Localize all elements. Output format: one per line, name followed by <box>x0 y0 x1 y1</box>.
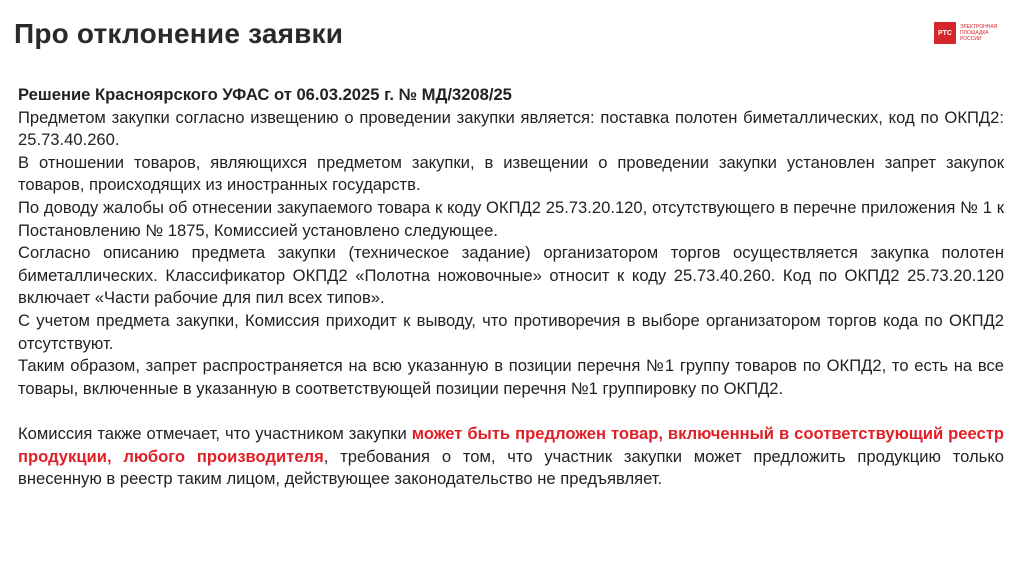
paragraph-final <box>18 423 1004 491</box>
rts-logo-text <box>960 24 998 42</box>
paragraph-scope: Таким образом, запрет распространяется на всю указанную в позиции перечня №1 группу товаров по ОКПД2, то есть на все товары, включенные в указанную в соответствующей позиции перечня №1 группировку по ОКПД2. <box>18 356 1004 398</box>
final-highlight: может быть предложен товар, включенный в соответствующий реестр продукции, любого производителя <box>18 423 1004 466</box>
final-text-before: Комиссия также отмечает, что участником закупки <box>18 423 412 443</box>
logo-line: РОССИИ <box>960 36 982 42</box>
rts-logo-mark: РТС <box>934 22 956 44</box>
paragraph-complaint: По доводу жалобы об отнесении закупаемого товара к коду ОКПД2 25.73.20.120, отсутствующего в перечне приложения № 1 к Постановлению № 1875, Комиссией установлено следующее. <box>18 197 1004 240</box>
logo-line: ПЛОЩАДКА <box>960 30 989 36</box>
paragraph-subject: Предметом закупки согласно извещению о проведении закупки является: поставка полотен биметаллических, код по ОКПД2: 25.73.40.260. <box>18 107 1004 150</box>
rts-logo <box>934 22 998 44</box>
paragraph-spacer <box>18 400 1004 423</box>
paragraph-classifier: Согласно описанию предмета закупки (техническое задание) организатором торгов осуществляется закупка полотен биметаллических. Классификатор ОКПД2 «Полотна ножовочные» относит к коду 25.73.40.260. Код по ОКПД2 25.73.20.120 включает «Части рабочие для пил всех типов». <box>18 243 1004 308</box>
decision-body <box>18 84 1004 491</box>
final-text-after: , требования о том, что участник закупки может предложить продукцию только внесенную в реестр таким лицом, действующее законодательство не предъявляет. <box>18 446 1004 489</box>
decision-heading: Решение Красноярского УФАС от 06.03.2025 г. № МД/3208/25 <box>18 85 512 104</box>
logo-line: ЭЛЕКТРОННАЯ <box>960 24 998 30</box>
paragraph-conclusion: С учетом предмета закупки, Комиссия приходит к выводу, что противоречия в выборе организатором торгов кода по ОКПД2 отсутствуют. <box>18 310 1004 353</box>
paragraph-ban: В отношении товаров, являющихся предметом закупки, в извещении о проведении закупки установлен запрет закупок товаров, происходящих из иностранных государств. <box>18 152 1004 195</box>
slide-title: Про отклонение заявки <box>14 18 344 49</box>
